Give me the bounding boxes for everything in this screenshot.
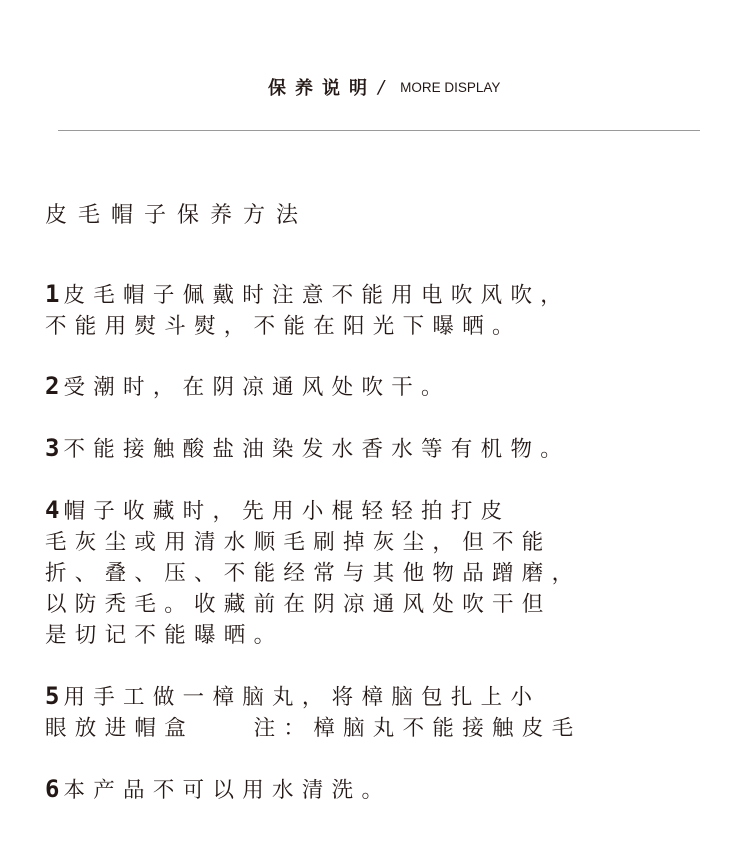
paragraph-line: 眼放进帽盒 注：樟脑丸不能接触皮毛 bbox=[45, 716, 582, 741]
paragraph-number: 1 bbox=[45, 280, 64, 308]
paragraph-4 bbox=[45, 495, 581, 651]
paragraph-line: 不能用熨斗熨，不能在阳光下曝晒。 bbox=[45, 314, 522, 339]
paragraph-line bbox=[45, 681, 581, 713]
paragraph-3 bbox=[45, 433, 570, 465]
paragraph-number: 2 bbox=[45, 372, 64, 400]
paragraph-line bbox=[45, 371, 451, 403]
line-text: 不能接触酸盐油染发水香水等有机物。 bbox=[63, 437, 571, 462]
line-text: 用手工做一樟脑丸，将樟脑包扎上小 bbox=[63, 685, 541, 710]
section-header bbox=[268, 74, 500, 100]
paragraph-line: 是切记不能曝晒。 bbox=[45, 623, 284, 648]
paragraph-number: 3 bbox=[45, 434, 64, 462]
paragraph-5 bbox=[45, 681, 581, 744]
paragraph-line bbox=[45, 433, 570, 465]
line-text: 皮毛帽子佩戴时注意不能用电吹风吹， bbox=[63, 283, 571, 308]
divider bbox=[58, 130, 700, 131]
header-slash: / bbox=[378, 76, 385, 98]
line-text: 受潮时，在阴凉通风处吹干。 bbox=[63, 375, 451, 400]
paragraph-number: 5 bbox=[45, 682, 64, 710]
line-text: 帽子收藏时，先用小棍轻轻拍打皮 bbox=[63, 499, 511, 524]
header-title-cn: 保养说明 bbox=[268, 78, 376, 99]
header-title-en: MORE DISPLAY bbox=[400, 79, 501, 95]
paragraph-number: 6 bbox=[45, 775, 64, 803]
paragraph-1 bbox=[45, 279, 570, 342]
paragraph-2 bbox=[45, 371, 451, 403]
paragraph-number: 4 bbox=[45, 496, 64, 524]
line-text: 本产品不可以用水清洗。 bbox=[63, 778, 392, 803]
page-title: 皮毛帽子保养方法 bbox=[45, 203, 310, 228]
paragraph-line: 折、叠、压、不能经常与其他物品蹭磨， bbox=[45, 561, 582, 586]
paragraph-6 bbox=[45, 774, 391, 806]
paragraph-line bbox=[45, 495, 581, 527]
paragraph-line bbox=[45, 774, 391, 806]
paragraph-line: 毛灰尘或用清水顺毛刷掉灰尘，但不能 bbox=[45, 530, 552, 555]
paragraph-line: 以防秃毛。收藏前在阴凉通风处吹干但 bbox=[45, 592, 552, 617]
paragraph-line bbox=[45, 279, 570, 311]
